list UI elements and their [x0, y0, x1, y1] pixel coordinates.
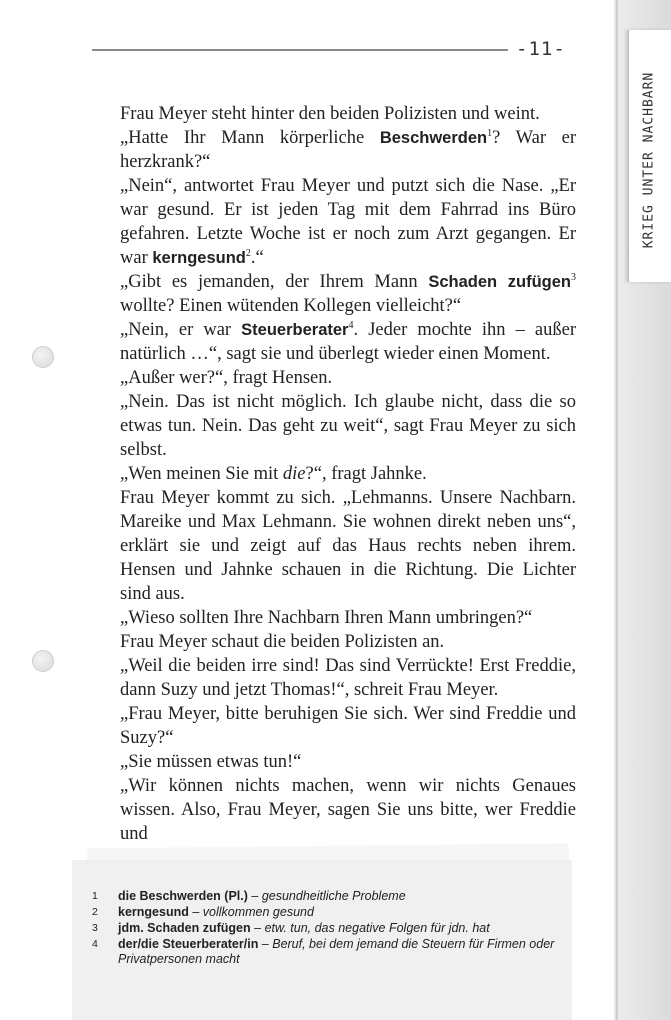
footnote-definition: etw. tun, das negative Folgen für jdn. hat [264, 921, 490, 935]
paragraph: „Sie müssen etwas tun!“ [120, 752, 302, 772]
footnote-2: 2 kerngesund – vollkommen gesund [92, 905, 314, 919]
footnote-ref: 2 [245, 247, 251, 259]
paragraph: „Wir können nichts machen, wenn wir nichts Genaues wissen. Also, Frau Meyer, sagen Sie uns bitte, wer Freddie und [120, 776, 576, 844]
paragraph: „Frau Meyer, bitte beruhigen Sie sich. Wer sind Freddie und Suzy?“ [120, 704, 576, 748]
footnote-definition: Beruf, bei dem jemand die Steuern für Firmen oder Privatpersonen macht [118, 937, 555, 966]
paragraph: Frau Meyer schaut die beiden Polizisten an. [120, 632, 445, 652]
footnote-term: kerngesund [118, 905, 189, 919]
punch-hole-bottom [32, 650, 54, 672]
glossary-term: Beschwerden [379, 129, 488, 147]
emphasis: die [282, 464, 306, 484]
footnote-term: der/die Steuerberater/in [118, 937, 259, 951]
story-text [120, 102, 576, 846]
footnote-definition: vollkommen gesund [202, 905, 314, 919]
paragraph: „Nein, er war Steuerberater$^4$. Jeder mochte ihn – außer natürlich …“, sagt sie und überlegt wieder einen Moment. [120, 319, 576, 364]
footnote-number: 1 [92, 890, 98, 902]
paragraph: „Wen meinen Sie mit die?“, fragt Jahnke. [120, 464, 427, 484]
footnote-4: 4 der/die Steuerberater/in – Beruf, bei dem jemand die Steuern für Firmen oder Privatpersonen macht [92, 937, 555, 966]
glossary-term: Schaden zufügen [428, 273, 571, 291]
paragraph: „Nein. Das ist nicht möglich. Ich glaube nicht, dass die so etwas tun. Nein. Das geht zu weit“, sagt Frau Meyer zu sich selbst. [120, 392, 576, 460]
punch-hole-top [32, 346, 54, 368]
footnote-ref: 3 [571, 271, 576, 283]
footnote-definition: gesundheitliche Probleme [261, 889, 406, 903]
paragraph: „Gibt es jemanden, der Ihrem Mann Schaden zufügen$^3$ wollte? Einen wütenden Kollegen vielleicht?“ [120, 271, 576, 316]
footnote-3: 3 jdm. Schaden zufügen – etw. tun, das negative Folgen für jdn. hat [92, 921, 490, 935]
footnote-term: die Beschwerden (Pl.) [118, 889, 248, 903]
footnote-ref: 1 [487, 127, 493, 139]
paragraph: Frau Meyer kommt zu sich. „Lehmanns. Unsere Nachbarn. Mareike und Max Lehmann. Sie wohnen direkt neben uns“, erklärt sie und zeigt auf das Haus rechts neben ihrem. Hensen und Jahnke schauen in die Richtung. Die Lichter sind aus. [120, 488, 576, 604]
paragraph: „Außer wer?“, fragt Hensen. [120, 368, 333, 388]
page-number: -11- [516, 38, 566, 60]
chapter-tab-label: KRIEG UNTER NACHBARN [641, 71, 657, 249]
glossary-term: kerngesund [152, 249, 246, 267]
paragraph: „Nein“, antwortet Frau Meyer und putzt sich die Nase. „Er war gesund. Er ist jeden Tag mit dem Fahrrad ins Büro gefahren. Letzte Woche ist er noch zum Arzt gegangen. Er war kerngesund$^2$.“ [120, 176, 576, 268]
footnote-ref: 4 [348, 319, 354, 331]
footnote-term: jdm. Schaden zufügen [118, 921, 251, 935]
footnote-number: 4 [92, 938, 98, 950]
paragraph: „Weil die beiden irre sind! Das sind Verrückte! Erst Freddie, dann Suzy und jetzt Thomas!“, schreit Frau Meyer. [120, 656, 576, 700]
footnote-1: 1 die Beschwerden (Pl.) – gesundheitliche Probleme [92, 889, 406, 903]
paragraph: „Wieso sollten Ihre Nachbarn Ihren Mann umbringen?“ [120, 608, 533, 628]
paragraph: „Hatte Ihr Mann körperliche Beschwerden$^1$? War er herzkrank?“ [120, 127, 576, 172]
glossary-term: Steuerberater [241, 321, 349, 339]
footnote-number: 2 [92, 906, 98, 918]
footnote-number: 3 [92, 922, 98, 934]
paragraph: Frau Meyer steht hinter den beiden Polizisten und weint. [120, 104, 540, 124]
header-rule [92, 49, 508, 51]
